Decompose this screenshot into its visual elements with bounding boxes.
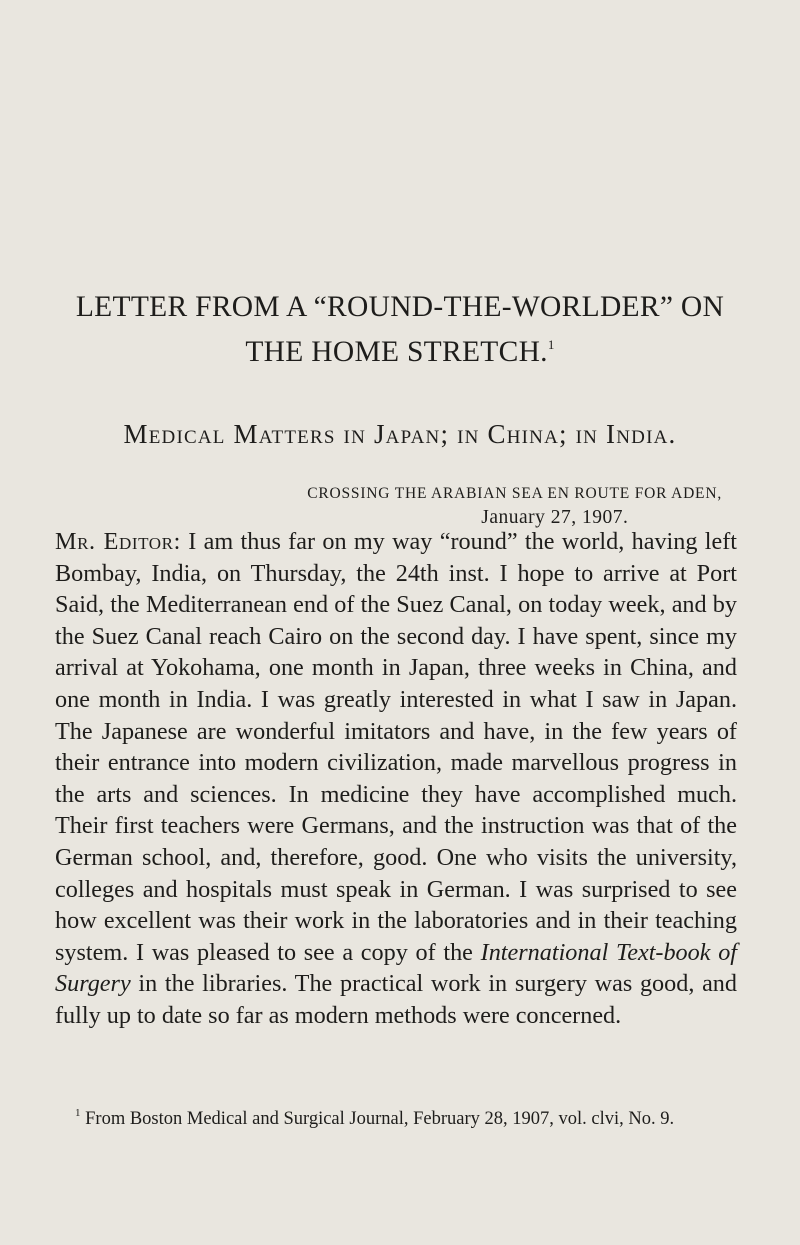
dateline-place: CROSSING THE ARABIAN SEA EN ROUTE FOR ADEN, bbox=[307, 485, 722, 502]
footnote-marker: 1 bbox=[75, 1107, 81, 1119]
page-title bbox=[40, 288, 760, 371]
title-footnote-marker: 1 bbox=[547, 337, 555, 352]
dateline bbox=[307, 484, 722, 528]
body-text-part-2: in the libraries. The practical work in surgery was good, and fully up to date so far as modern methods were concerned. bbox=[55, 970, 737, 1029]
footnote bbox=[55, 1102, 737, 1130]
body-text-part-1: I am thus far on my way “round” the world, having left Bombay, India, on Thursday, the 24th inst. I hope to arrive at Port Said, the Mediterranean end of the Suez Canal, on today week, and by the Suez Canal reach Cairo on the second day. I have spent, since my arrival at Yokohama, one month in Japan, three weeks in China, and one month in India. I was greatly interested in what I saw in Japan. The Japanese are wonderful imitators and have, in the few years of their entrance into modern civilization, made marvellous progress in the arts and sciences. In medicine they have accomplished much. Their first teachers were Germans, and the instruction was that of the German school, and, therefore, good. One who visits the university, colleges and hospitals must speak in German. I was surprised to see how excellent was their work in the laboratories and in their teaching system. I was pleased to see a copy of the bbox=[55, 528, 737, 966]
title-line-2 bbox=[40, 326, 760, 371]
dateline-date: January 27, 1907. bbox=[481, 507, 629, 528]
salutation: Mr. Editor: bbox=[55, 528, 181, 555]
letter-body bbox=[55, 526, 737, 1032]
page-subtitle: Medical Matters in Japan; in China; in India. bbox=[123, 419, 677, 449]
title-line-2-text: THE HOME STRETCH. bbox=[245, 336, 548, 368]
footnote-text: From Boston Medical and Surgical Journal, February 28, 1907, vol. clvi, No. 9. bbox=[80, 1109, 675, 1129]
book-title: International Text-book of Surgery bbox=[55, 938, 738, 998]
title-line-1: LETTER FROM A “ROUND-THE-WORLDER” ON bbox=[75, 291, 725, 323]
